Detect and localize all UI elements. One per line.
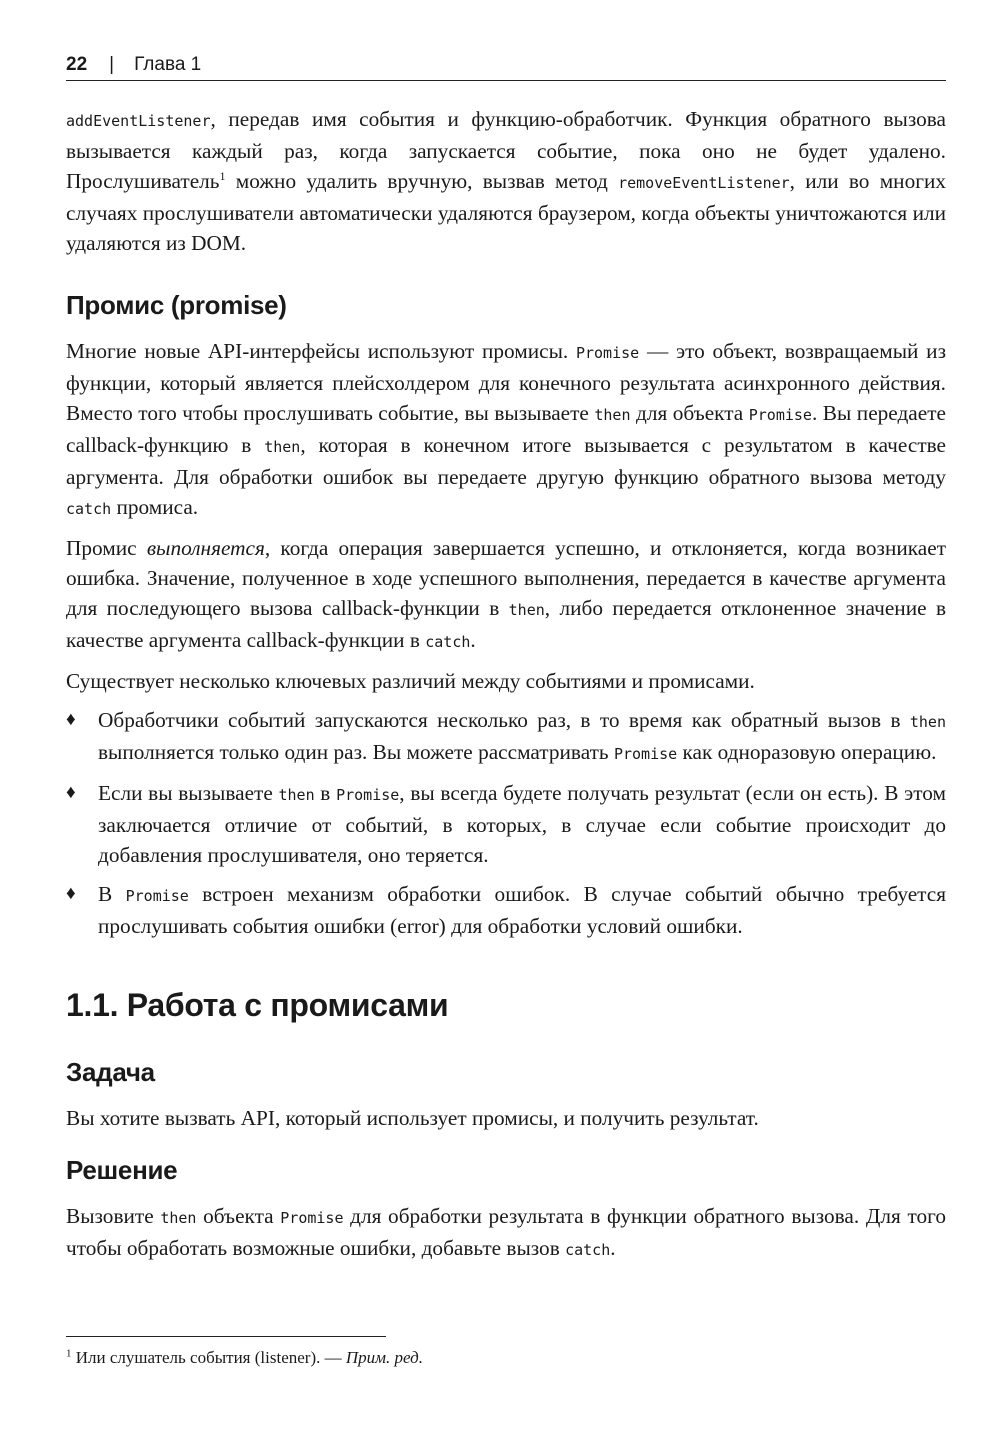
list-item: ♦ Обработчики событий запускаются несколько раз, в то время как обратный вызов в then выполняется только один раз. Вы можете рассматривать Promise как одноразовую операцию. [66, 705, 946, 769]
differences-intro: Существует несколько ключевых различий между событиями и промисами. [66, 669, 755, 693]
inline-code: then [508, 601, 545, 619]
task-heading: Задача [66, 1057, 155, 1087]
promise-paragraph-1: Многие новые API-интерфейсы используют промисы. Promise — это объект, возвращаемый из функции, который является плейсхолдером для конечного результата асинхронного действия. Вместо того чтобы прослушивать событие, вы вызываете then для объекта Promise. Вы передаете callback-функцию в then, которая в конечном итоге вызывается с результатом в качестве аргумента. Для обработки ошибок вы передаете другую функцию обратного вызова методу catch промиса. [66, 339, 947, 519]
inline-code: then [160, 1209, 197, 1227]
page-body [66, 104, 946, 1274]
list-item: ♦ В Promise встроен механизм обработки ошибок. В случае событий обычно требуется прослушивать события ошибки (error) для обработки условий ошибки. [66, 879, 946, 941]
inline-code: then [594, 406, 631, 424]
header-separator: | [109, 54, 115, 75]
inline-code: Promise [280, 1209, 344, 1227]
inline-code: Promise [125, 887, 189, 905]
inline-code: catch [425, 633, 471, 651]
inline-code: Promise [575, 344, 640, 362]
section-heading: 1.1. Работа с промисами [66, 987, 449, 1023]
running-header [66, 54, 946, 81]
diamond-bullet-icon: ♦ [66, 782, 76, 803]
intro-paragraph: addEventListener, передав имя события и функцию-обработчик. Функция обратного вызова вызывается каждый раз, когда запускается событие, пока оно не будет удалено. Прослушиватель$^1$ можно удалить вручную, вызвав метод removeEventListener, или во многих случаях прослушиватели автоматически удаляются браузером, когда объекты уничтожаются или удаляются из DOM. [66, 107, 946, 255]
inline-code: Promise [613, 745, 678, 763]
solution-paragraph: Вызовите then объекта Promise для обработки результата в функции обратного вызова. Для того чтобы обработать возможные ошибки, добавьте вызов catch. [66, 1204, 946, 1260]
solution-heading: Решение [66, 1155, 178, 1185]
inline-code: addEventListener [66, 112, 211, 130]
footnote-number: 1 [66, 1347, 72, 1360]
differences-list [66, 705, 946, 941]
inline-code: Promise [336, 786, 400, 804]
inline-code: then [264, 438, 301, 456]
list-item: ♦ Если вы вызываете then в Promise, вы всегда будете получать результат (если он есть). В этом заключается отличие от событий, в которых, в случае если событие происходит до добавления прослушивателя, оно теряется. [66, 778, 946, 870]
page-number: 22 [66, 54, 88, 75]
inline-code: catch [66, 500, 112, 518]
inline-code: then [909, 713, 946, 731]
promise-paragraph-2: Промис выполняется, когда операция завершается успешно, и отклоняется, когда возникает ошибка. Значение, полученное в ходе успешного выполнения, передается в качестве аргумента для последующего вызова callback-функции в then, либо передается отклоненное значение в качестве аргумента callback-функции в catch. [66, 536, 947, 652]
footnote-ref: 1 [219, 168, 226, 183]
inline-code: catch [565, 1241, 611, 1259]
inline-code: removeEventListener [618, 174, 790, 192]
diamond-bullet-icon: ♦ [66, 883, 76, 904]
inline-code: Promise [748, 406, 812, 424]
chapter-title: Глава 1 [134, 54, 202, 75]
footnote-divider [66, 1336, 386, 1337]
diamond-bullet-icon: ♦ [66, 709, 76, 730]
promise-heading: Промис (promise) [66, 290, 287, 320]
task-paragraph: Вы хотите вызвать API, который использует промисы, и получить результат. [66, 1106, 759, 1130]
footnote: $^1$ Или слушатель события (listener). — Прим. ред. [66, 1347, 423, 1367]
inline-code: then [278, 786, 315, 804]
